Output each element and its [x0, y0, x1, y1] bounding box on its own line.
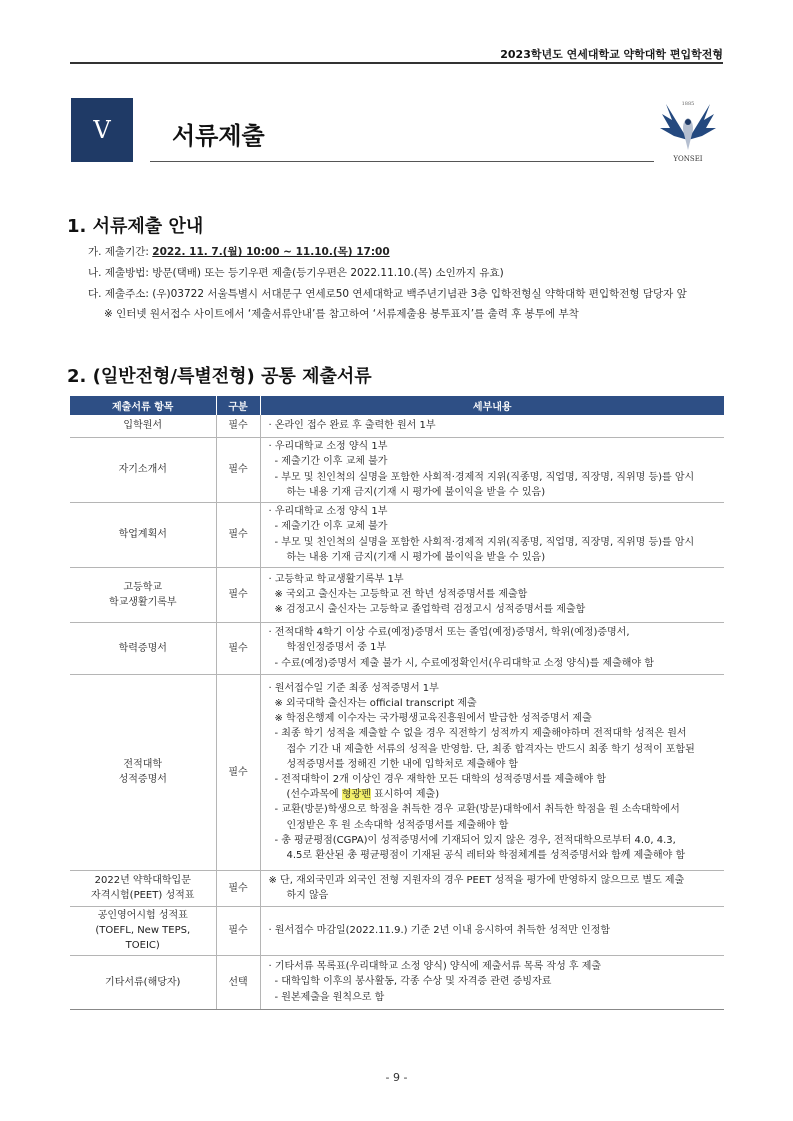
- doc-item-label: 기타서류(해당자): [105, 976, 181, 988]
- doc-item-cell: [70, 622, 216, 674]
- chapter-numeral: V: [93, 116, 111, 144]
- doc-item-cell: [70, 955, 216, 1009]
- col-header-type: 구분: [216, 396, 260, 415]
- doc-item-label: 학교생활기록부: [108, 596, 177, 608]
- detail-line: · 기타서류 목록표(우리대학교 소정 양식) 양식에 제출서류 목록 작성 후 제출: [268, 961, 602, 973]
- detail-line: · 우리대학교 소정 양식 1부: [268, 506, 388, 518]
- doc-type-cell: 필수: [216, 415, 260, 437]
- detail-line: ※ 외국대학 출신자는 official transcript 제출: [274, 697, 477, 709]
- detail-line: - 부모 및 친인척의 실명을 포함한 사회적·경제적 지위(직종명, 직업명, 직장명, 직위명 등)를 암시: [274, 471, 695, 483]
- table-row: [70, 906, 724, 955]
- table-row: [70, 955, 724, 1009]
- doc-type-cell: 필수: [216, 437, 260, 502]
- detail-line: · 전적대학 4학기 이상 수료(예정)증명서 또는 졸업(예정)증명서, 학위(예정)증명서,: [268, 627, 630, 639]
- detail-line: (선수과목에 형광펜 표시하여 제출): [286, 789, 440, 801]
- doc-item-cell: [70, 674, 216, 870]
- period-label: 가. 제출기간:: [88, 246, 153, 258]
- detail-line: - 원본제출을 원칙으로 함: [274, 991, 385, 1003]
- doc-item-cell: [70, 906, 216, 955]
- detail-line: - 총 평균평점(CGPA)이 성적증명서에 기재되어 있지 않은 경우, 전적대학으로부터 4.0, 4.3,: [274, 834, 676, 846]
- doc-item-cell: [70, 567, 216, 622]
- doc-detail-cell: [260, 622, 724, 674]
- table-header-row: [70, 396, 724, 415]
- detail-line: · 원서접수일 기준 최종 성적증명서 1부: [268, 682, 439, 694]
- detail-line: 성적증명서를 정해진 기한 내에 입학처로 제출해야 함: [286, 758, 519, 770]
- table-row: [70, 674, 724, 870]
- doc-type-cell: 필수: [216, 622, 260, 674]
- doc-detail-cell: [260, 567, 724, 622]
- doc-detail-cell: [260, 870, 724, 906]
- submission-address: 다. 제출주소: (우)03722 서울특별시 서대문구 연세로50 연세대학교 백주년기념관 3층 입학전형실 약학대학 편입학전형 담당자 앞: [88, 288, 687, 300]
- page-number: - 9 -: [385, 1071, 408, 1084]
- section2-title: 2. (일반전형/특별전형) 공통 제출서류: [67, 366, 372, 387]
- detail-line: 4.5로 환산된 총 평균평점이 기재된 공식 레터와 학점체계를 성적증명서와 함께 제출해야 함: [286, 850, 686, 862]
- doc-item-cell: [70, 437, 216, 502]
- detail-line: ※ 국외고 출신자는 고등학교 전 학년 성적증명서를 제출함: [274, 588, 528, 600]
- col-header-detail: 세부내용: [260, 396, 724, 415]
- highlighted-text: 형광펜: [341, 789, 371, 801]
- doc-detail-cell: [260, 906, 724, 955]
- detail-line: 하는 내용 기재 금지(기재 시 평가에 불이익을 받을 수 있음): [286, 486, 546, 498]
- detail-line: 학점인정증명서 중 1부: [286, 642, 387, 654]
- detail-line: ※ 단, 재외국민과 외국인 전형 지원자의 경우 PEET 성적을 평가에 반영하지 않으므로 별도 제출: [268, 874, 685, 886]
- section1-title: 1. 서류제출 안내: [67, 216, 204, 237]
- period-value: 2022. 11. 7.(월) 10:00 ~ 11.10.(목) 17:00: [152, 246, 390, 258]
- doc-item-label: 공인영어시험 성적표: [97, 910, 188, 921]
- detail-line: · 원서접수 마감일(2022.11.9.) 기준 2년 이내 응시하여 취득한 성적만 인정함: [268, 924, 611, 936]
- doc-detail-cell: [260, 955, 724, 1009]
- doc-item-label: TOEIC): [125, 940, 160, 951]
- detail-line: - 전적대학이 2개 이상인 경우 재학한 모든 대학의 성적증명서를 제출해야 함: [274, 774, 607, 785]
- doc-detail-cell: [260, 502, 724, 567]
- detail-line: - 부모 및 친인척의 실명을 포함한 사회적·경제적 지위(직종명, 직업명, 직장명, 직위명 등)를 암시: [274, 536, 695, 548]
- doc-type-cell: 필수: [216, 674, 260, 870]
- header-rule: [70, 62, 723, 64]
- table-row: [70, 415, 724, 437]
- detail-line: · 고등학교 학교생활기록부 1부: [268, 573, 404, 585]
- page-header-title: 2023학년도 연세대학교 약학대학 편입학전형: [500, 48, 723, 61]
- detail-line: - 수료(예정)증명서 제출 불가 시, 수료예정확인서(우리대학교 소정 양식)를 제출해야 함: [274, 657, 654, 669]
- doc-detail-cell: [260, 415, 724, 437]
- logo-text: YONSEI: [673, 155, 703, 163]
- table-row: [70, 622, 724, 674]
- detail-line: 인정받은 후 원 소속대학 성적증명서를 제출해야 함: [286, 819, 509, 831]
- col-header-item: 제출서류 항목: [70, 396, 216, 415]
- doc-type-cell: 필수: [216, 906, 260, 955]
- yonsei-eagle-logo: [656, 98, 720, 164]
- doc-item-label: 학력증명서: [118, 642, 167, 654]
- detail-line: - 제출기간 이후 교체 불가: [274, 456, 388, 468]
- detail-line: - 제출기간 이후 교체 불가: [274, 521, 388, 533]
- doc-item-label: 전적대학: [123, 759, 163, 770]
- detail-line: - 대학입학 이후의 봉사활동, 각종 수상 및 자격증 관련 증빙자료: [274, 976, 552, 988]
- chapter-title: 서류제출: [172, 122, 265, 150]
- doc-type-cell: 필수: [216, 870, 260, 906]
- doc-item-label: (TOEFL, New TEPS,: [95, 925, 191, 936]
- doc-item-label: 고등학교: [123, 581, 163, 593]
- documents-table: [70, 396, 724, 1010]
- doc-item-cell: [70, 870, 216, 906]
- doc-item-cell: [70, 502, 216, 567]
- envelope-note: ※ 인터넷 원서접수 사이트에서 ‘제출서류안내’를 참고하여 ‘서류제출용 봉투표지’를 출력 후 봉투에 부착: [104, 308, 579, 320]
- chapter-rule: [150, 161, 654, 162]
- detail-line: 하지 않음: [286, 890, 329, 901]
- detail-line: ※ 검정고시 출신자는 고등학교 졸업학력 검정고시 성적증명서를 제출함: [274, 604, 586, 616]
- table-row: [70, 870, 724, 906]
- logo-year: 1885: [681, 101, 695, 107]
- chapter-box: [71, 98, 133, 162]
- doc-type-cell: 필수: [216, 502, 260, 567]
- doc-item-cell: [70, 415, 216, 437]
- table-row: [70, 502, 724, 567]
- doc-item-label: 성적증명서: [118, 774, 167, 785]
- table-row: [70, 567, 724, 622]
- detail-line: 접수 기간 내 제출한 서류의 성적을 반영함. 단, 최종 합격자는 반드시 최종 학기 성적이 포함된: [286, 743, 695, 755]
- doc-item-label: 자격시험(PEET) 성적표: [91, 890, 195, 901]
- submission-period: [88, 245, 390, 259]
- detail-line: - 최종 학기 성적을 제출할 수 없을 경우 직전학기 성적까지 제출해야하며 전적대학 성적은 원서: [274, 728, 687, 740]
- doc-item-label: 입학원서: [123, 420, 163, 432]
- detail-line: ※ 학점은행제 이수자는 국가평생교육진흥원에서 발급한 성적증명서 제출: [274, 713, 592, 725]
- detail-line: · 우리대학교 소정 양식 1부: [268, 441, 388, 453]
- table-row: [70, 437, 724, 502]
- detail-line: · 온라인 접수 완료 후 출력한 원서 1부: [268, 420, 436, 432]
- doc-detail-cell: [260, 437, 724, 502]
- doc-item-label: 자기소개서: [118, 464, 167, 475]
- detail-line: 하는 내용 기재 금지(기재 시 평가에 불이익을 받을 수 있음): [286, 551, 546, 563]
- detail-line: - 교환(방문)학생으로 학점을 취득한 경우 교환(방문)대학에서 취득한 학점을 원 소속대학에서: [274, 804, 680, 816]
- doc-item-label: 학업계획서: [118, 529, 167, 540]
- doc-type-cell: 필수: [216, 567, 260, 622]
- submission-method: 나. 제출방법: 방문(택배) 또는 등기우편 제출(등기우편은 2022.11.10.(목) 소인까지 유효): [88, 267, 504, 279]
- doc-item-label: 2022년 약학대학입문: [94, 875, 191, 886]
- doc-type-cell: 선택: [216, 955, 260, 1009]
- doc-detail-cell: [260, 674, 724, 870]
